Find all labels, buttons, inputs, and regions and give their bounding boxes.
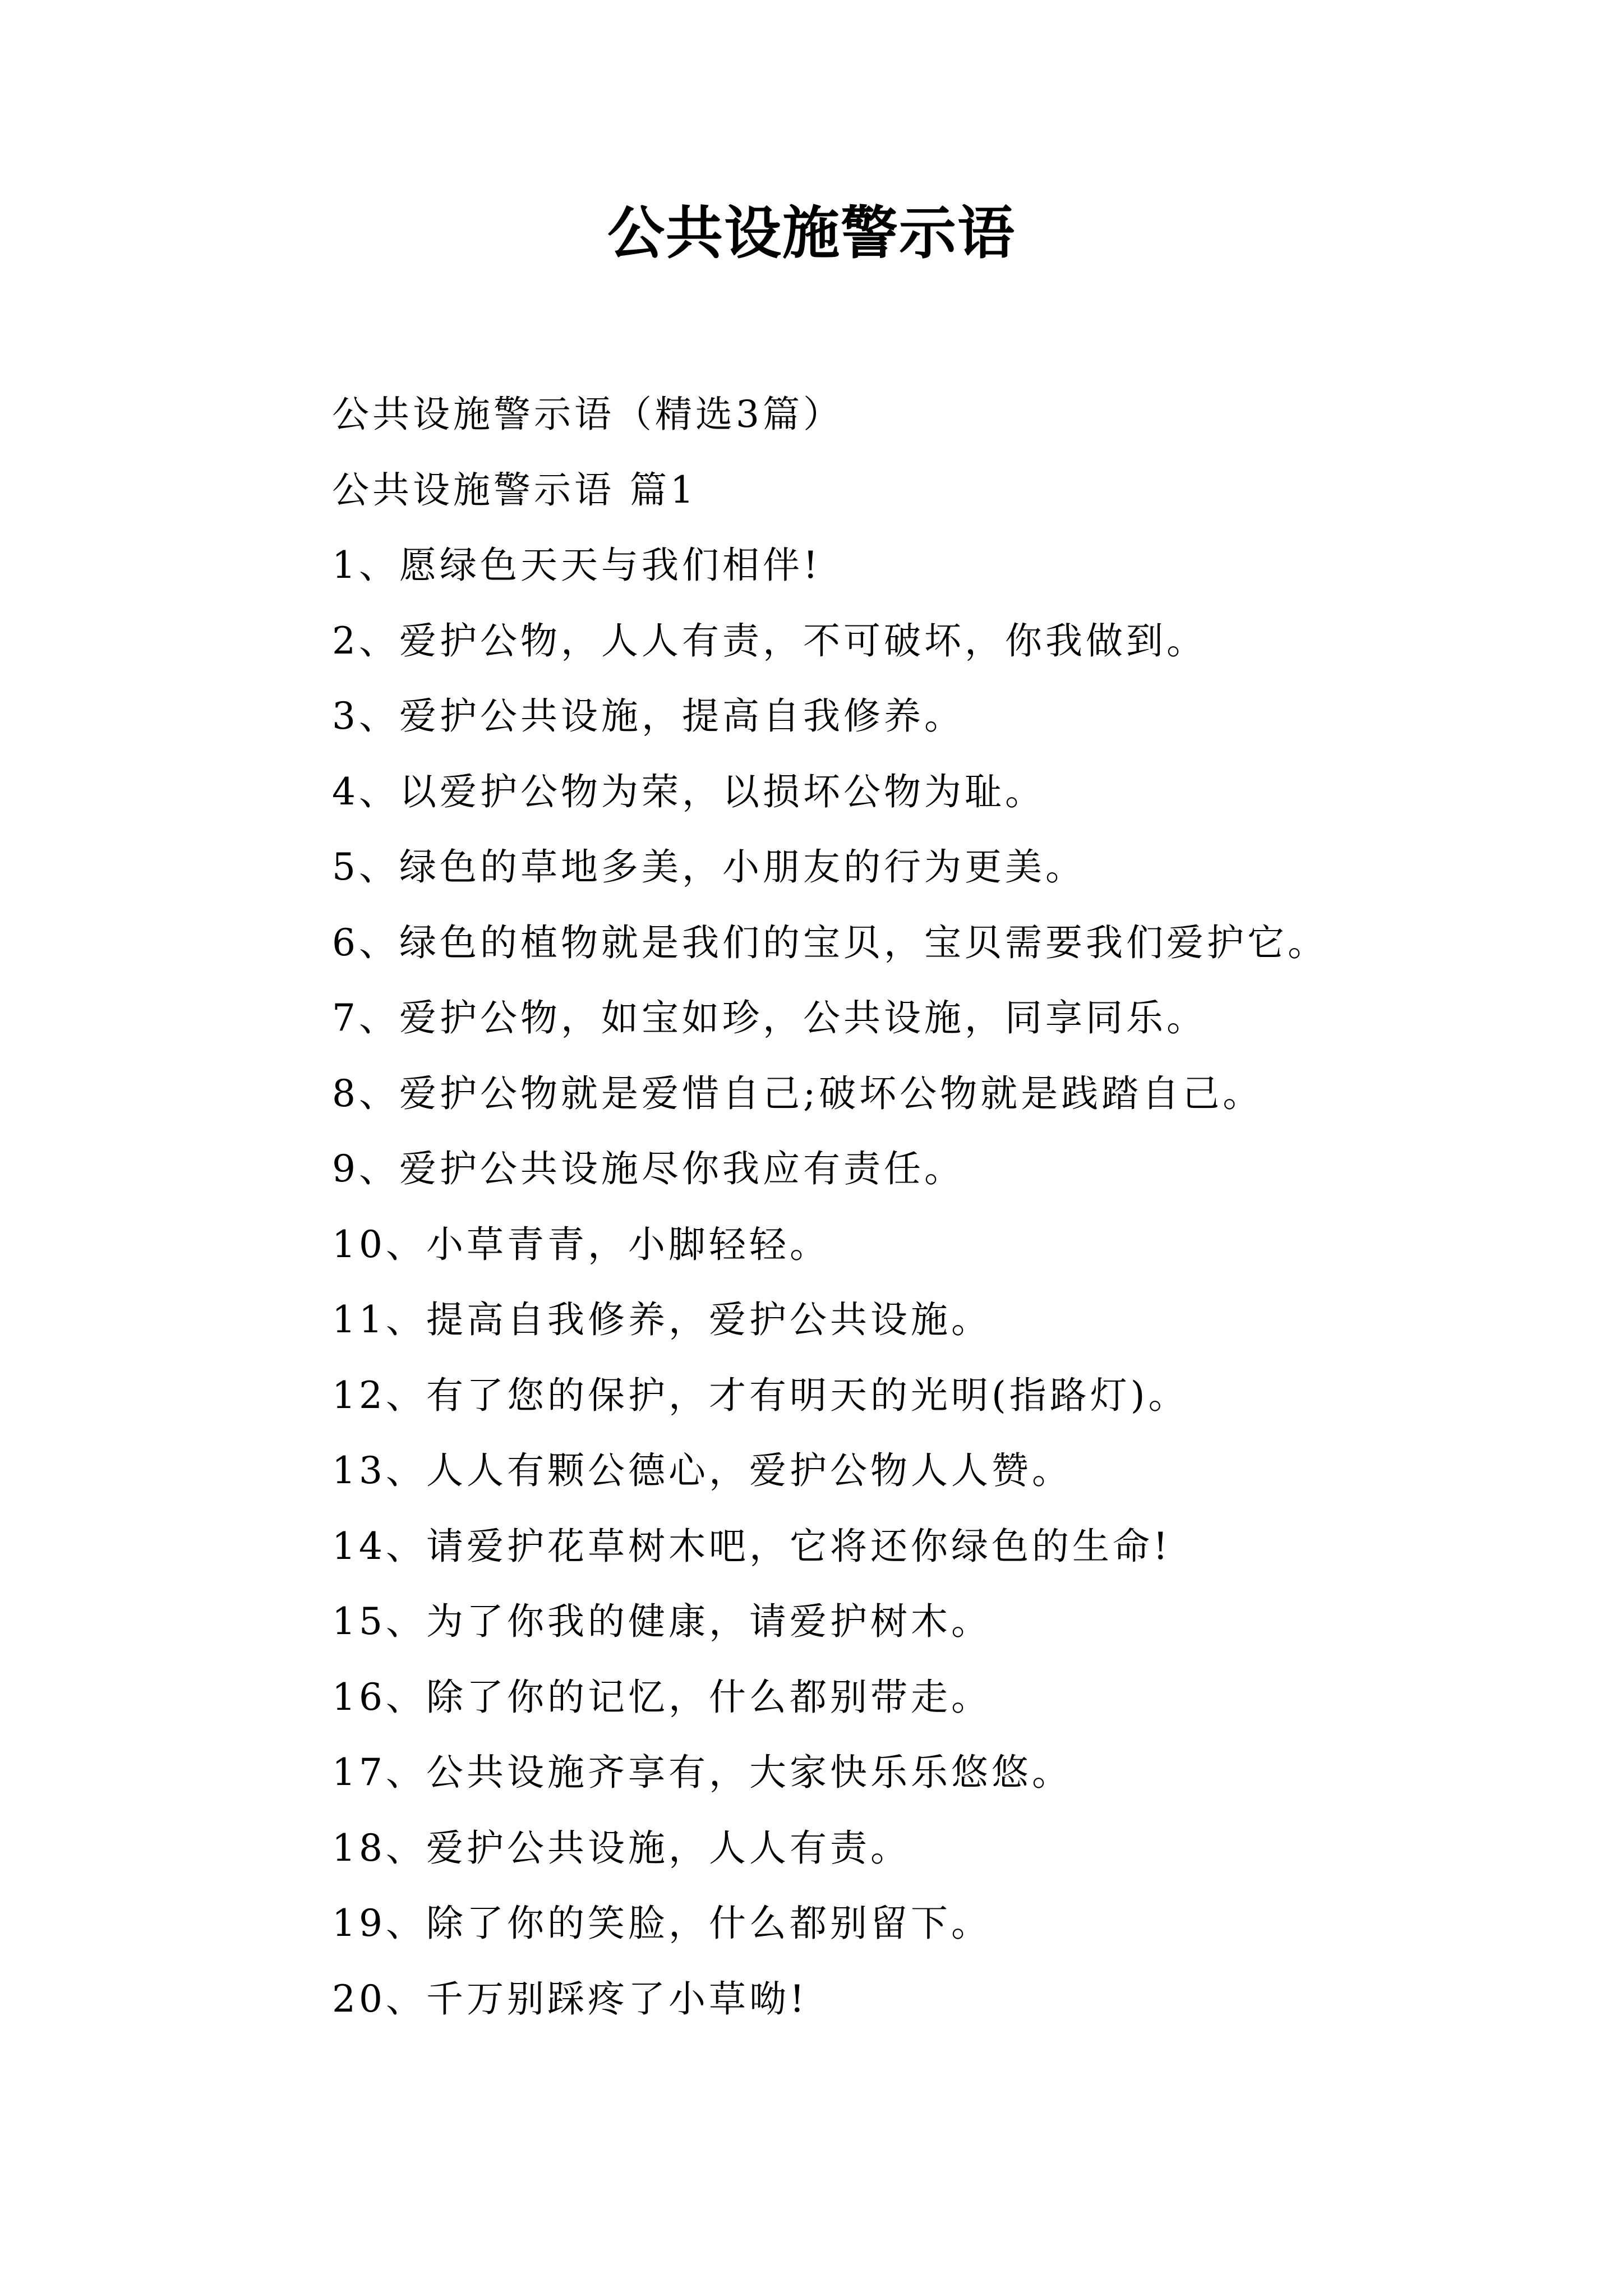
list-item: 9、爱护公共设施尽你我应有责任。 (332, 1147, 965, 1190)
list-item: 12、有了您的保护，才有明天的光明(指路灯)。 (332, 1373, 1189, 1417)
list-item: 2、爱护公物，人人有责，不可破坏，你我做到。 (332, 619, 1207, 662)
list-item: 8、爱护公物就是爱惜自己;破坏公物就是践踏自己。 (332, 1071, 1264, 1115)
list-item: 4、以爱护公物为荣，以损坏公物为耻。 (332, 770, 1045, 813)
list-item: 5、绿色的草地多美，小朋友的行为更美。 (332, 845, 1086, 889)
list-item: 18、爱护公共设施，人人有责。 (332, 1826, 911, 1870)
list-item: 19、除了你的笑脸，什么都别留下。 (332, 1902, 992, 1945)
list-item: 1、愿绿色天天与我们相伴! (332, 544, 822, 587)
document-body (332, 377, 1510, 2037)
list-item: 11、提高自我修养，爱护公共设施。 (332, 1298, 992, 1341)
list-item: 13、人人有颗公德心，爱护公物人人赞。 (332, 1449, 1072, 1492)
list-item: 10、小草青青，小脚轻轻。 (332, 1222, 830, 1266)
section-heading: 公共设施警示语 篇1 (332, 468, 697, 512)
list-item: 3、爱护公共设施，提高自我修养。 (332, 694, 965, 738)
list-item: 7、爱护公物，如宝如珍，公共设施，同享同乐。 (332, 996, 1207, 1039)
list-item: 16、除了你的记忆，什么都别带走。 (332, 1675, 992, 1719)
list-item: 17、公共设施齐享有，大家快乐乐悠悠。 (332, 1751, 1072, 1794)
list-item: 15、为了你我的健康，请爱护树木。 (332, 1600, 992, 1643)
list-item: 14、请爱护花草树木吧，它将还你绿色的生命! (332, 1524, 1172, 1568)
list-item: 6、绿色的植物就是我们的宝贝，宝贝需要我们爱护它。 (332, 921, 1328, 964)
document-title: 公共设施警示语 (607, 200, 1016, 267)
list-item: 20、千万别踩疼了小草呦! (332, 1977, 808, 2021)
document-subtitle: 公共设施警示语（精选3篇） (332, 393, 843, 436)
